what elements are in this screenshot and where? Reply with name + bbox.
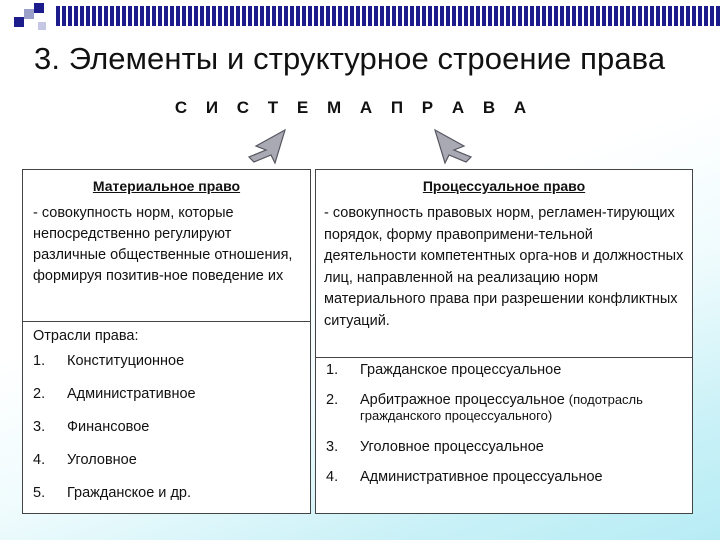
- material-law-definition: - совокупность норм, которые непосредственно регулируют различные общественные отношения, формируя позитив-ное поведение их: [33, 205, 293, 284]
- material-law-heading: Материальное право: [92, 178, 241, 194]
- list-item: 3. Уголовное процессуальное: [326, 439, 544, 455]
- system-label: С И С Т Е М А П Р А В А: [174, 98, 534, 117]
- list-item: 1. Конституционное: [33, 353, 185, 369]
- material-branch-list: [33, 353, 300, 518]
- list-item: 5. Гражданское и др.: [33, 485, 191, 501]
- list-item: 2. Административное: [33, 386, 196, 402]
- procedural-law-box: [315, 169, 693, 358]
- list-item: 4. Административное процессуальное: [326, 469, 603, 485]
- material-branches-box: [22, 321, 311, 514]
- slide-title: 3. Элементы и структурное строение права: [34, 41, 666, 76]
- procedural-branch-list: [326, 362, 682, 499]
- list-item: 2. Арбитражное процессуальное (подотрасль гражданского процессуального): [326, 392, 643, 423]
- list-item: 1. Гражданское процессуальное: [326, 362, 562, 378]
- procedural-law-heading: Процессуальное право: [422, 178, 586, 194]
- list-item: 4. Уголовное: [33, 452, 137, 468]
- right-arrow-icon: [435, 130, 471, 163]
- branch-note: (подотрасль гражданского процессуального): [360, 392, 643, 423]
- procedural-law-definition: - совокупность правовых норм, регламен-тирующих порядок, форму правопримени-тельной деятельности компетентных орга-нов и должностных лиц, направленной на реализацию норм материального права при разрешении конфликтных ситуаций.: [324, 205, 684, 329]
- material-law-box: [22, 169, 311, 322]
- left-arrow-icon: [249, 130, 285, 163]
- material-branches-label: Отрасли права:: [33, 328, 139, 344]
- list-item: 3. Финансовое: [33, 419, 150, 435]
